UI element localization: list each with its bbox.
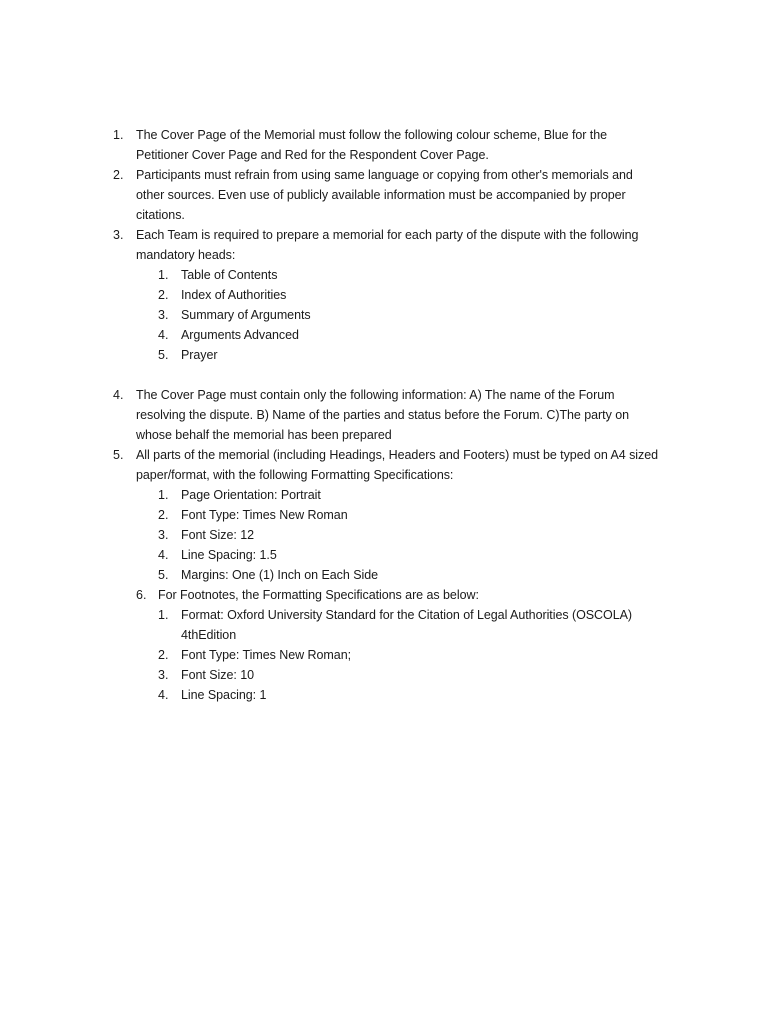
- subitem-text: Prayer: [181, 348, 218, 362]
- subitem-number: 4.: [158, 328, 169, 342]
- subitem-number: 1.: [158, 488, 169, 502]
- subitem-number: 3.: [158, 308, 169, 322]
- subitem-text: Table of Contents: [181, 268, 278, 282]
- subitem-text: 4thEdition: [181, 628, 237, 642]
- subitem-text: Format: Oxford University Standard for the Citation of Legal Authorities (OSCOLA): [181, 608, 633, 622]
- item-text-line: mandatory heads:: [136, 248, 236, 262]
- subitem-text: Summary of Arguments: [181, 308, 311, 322]
- item-number: 4.: [113, 388, 124, 402]
- subitem-number: 1.: [158, 268, 169, 282]
- subitem-text: Index of Authorities: [181, 288, 287, 302]
- item-text-line: The Cover Page of the Memorial must follow the following colour scheme, Blue for the: [136, 128, 608, 142]
- subitem-text: Line Spacing: 1: [181, 688, 267, 702]
- item-number: 3.: [113, 228, 124, 242]
- item-text-line: paper/format, with the following Formatting Specifications:: [136, 468, 454, 482]
- subitem-text: Font Type: Times New Roman: [181, 508, 348, 522]
- item-text-line: All parts of the memorial (including Headings, Headers and Footers) must be typed on A4 sized: [136, 448, 659, 462]
- item-text-line: Petitioner Cover Page and Red for the Respondent Cover Page.: [136, 148, 489, 162]
- item-text-line: Each Team is required to prepare a memorial for each party of the dispute with the following: [136, 228, 639, 242]
- subitem-text: Line Spacing: 1.5: [181, 548, 277, 562]
- subitem-text: Font Size: 10: [181, 668, 255, 682]
- subitem-number: 2.: [158, 508, 169, 522]
- item-number: 6.: [136, 588, 147, 602]
- item-number: 5.: [113, 448, 124, 462]
- subitem-number: 1.: [158, 608, 169, 622]
- item-text-line: For Footnotes, the Formatting Specifications are as below:: [158, 588, 479, 602]
- subitem-number: 2.: [158, 648, 169, 662]
- subitem-number: 3.: [158, 528, 169, 542]
- item-text-line: resolving the dispute. B) Name of the parties and status before the Forum. C)The party on: [136, 408, 630, 422]
- subitem-number: 5.: [158, 568, 169, 582]
- item-text-line: other sources. Even use of publicly available information must be accompanied by proper: [136, 188, 626, 202]
- subitem-number: 4.: [158, 548, 169, 562]
- item-text-line: citations.: [136, 208, 185, 222]
- subitem-text: Font Size: 12: [181, 528, 255, 542]
- item-number: 1.: [113, 128, 124, 142]
- subitem-text: Arguments Advanced: [181, 328, 299, 342]
- item-number: 2.: [113, 168, 124, 182]
- subitem-number: 2.: [158, 288, 169, 302]
- subitem-number: 3.: [158, 668, 169, 682]
- subitem-number: 4.: [158, 688, 169, 702]
- subitem-text: Font Type: Times New Roman;: [181, 648, 352, 662]
- item-text-line: Participants must refrain from using same language or copying from other's memorials and: [136, 168, 633, 182]
- item-text-line: whose behalf the memorial has been prepared: [136, 428, 392, 442]
- subitem-text: Page Orientation: Portrait: [181, 488, 321, 502]
- item-text-line: The Cover Page must contain only the following information: A) The name of the Forum: [136, 388, 615, 402]
- subitem-text: Margins: One (1) Inch on Each Side: [181, 568, 379, 582]
- subitem-number: 5.: [158, 348, 169, 362]
